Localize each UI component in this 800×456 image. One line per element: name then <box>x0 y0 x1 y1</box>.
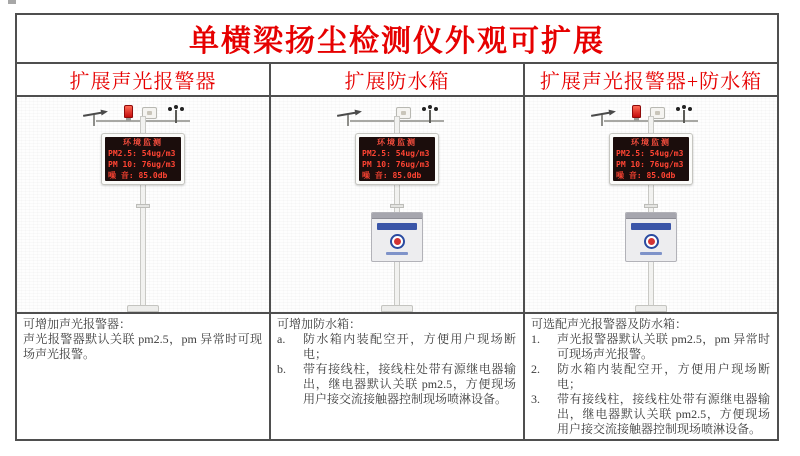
waterproof-box <box>625 212 677 262</box>
desc-paragraph: 声光报警器默认关联 pm2.5，pm 异常时可现场声光报警。 <box>23 332 262 361</box>
desc-cell-alarm <box>17 314 271 439</box>
waterproof-box-lid <box>372 213 422 219</box>
image-cell-waterproof-box <box>271 97 525 312</box>
pole-base <box>381 305 413 312</box>
header-cell-waterproof-box <box>271 64 525 95</box>
scan-artifact <box>8 0 16 4</box>
list-marker: 1. <box>531 332 540 346</box>
pole-collar <box>136 204 150 208</box>
header-cell-alarm-plus-box <box>525 64 777 95</box>
pole-collar <box>644 204 658 208</box>
led-line-pm10: PM 10: 76ug/m3 <box>362 160 430 169</box>
anemometer-icon <box>167 103 187 121</box>
list-item <box>531 332 770 362</box>
list-item <box>531 362 770 392</box>
brand-logo-icon <box>390 234 405 249</box>
list-marker: a. <box>277 332 286 346</box>
list-item-text: 带有接线柱，接线柱处带有源继电器输出，继电器默认关联 pm2.5，方便现场用户接交流接触器控制现场喷淋设备。 <box>303 362 516 406</box>
waterproof-box <box>371 212 423 262</box>
alarm-beacon-icon <box>632 105 641 118</box>
page-title: 单横梁扬尘检测仪外观可扩展 <box>189 25 605 59</box>
led-line-noise: 噪 音: 85.0db <box>616 171 676 180</box>
list-marker: b. <box>277 362 286 376</box>
wind-vane-icon <box>82 106 108 122</box>
anemometer-icon <box>675 103 695 121</box>
led-line-pm10: PM 10: 76ug/m3 <box>108 160 176 169</box>
image-cell-alarm <box>17 97 271 312</box>
waterproof-box-subtext <box>386 252 408 255</box>
led-line-noise: 噪 音: 85.0db <box>108 171 168 180</box>
led-title: 环境监测 <box>631 138 671 147</box>
list-item-text: 声光报警器默认关联 pm2.5，pm 异常时可现场声光报警。 <box>557 332 770 361</box>
monitor-station <box>68 100 218 312</box>
desc-title: 可增加防水箱： <box>277 317 362 331</box>
header-row <box>17 64 777 97</box>
desc-cell-waterproof-box <box>271 314 525 439</box>
image-cell-alarm-plus-box <box>525 97 777 312</box>
pole-base <box>127 305 159 312</box>
desc-cell-alarm-plus-box <box>525 314 777 439</box>
alarm-beacon-icon <box>124 105 133 118</box>
led-display <box>101 133 185 185</box>
list-item <box>531 392 770 437</box>
list-item <box>277 362 516 407</box>
waterproof-box-lid <box>626 213 676 219</box>
device-photo <box>17 97 269 312</box>
list-item-text: 防水箱内装配空开，方便用户现场断电； <box>303 332 516 361</box>
wind-vane-icon <box>590 106 616 122</box>
led-line-pm25: PM2.5: 54ug/m3 <box>362 149 430 158</box>
desc-title: 可增加声光报警器： <box>23 317 132 331</box>
description-row <box>17 314 777 439</box>
list-marker: 3. <box>531 392 540 406</box>
wind-vane-icon <box>336 106 362 122</box>
column-header: 扩展防水箱 <box>344 70 450 93</box>
monitor-station <box>576 100 726 312</box>
waterproof-box-label-strip <box>631 223 671 230</box>
led-screen <box>613 137 689 181</box>
led-line-pm25: PM2.5: 54ug/m3 <box>108 149 176 158</box>
waterproof-box-label-strip <box>377 223 417 230</box>
pole-base <box>635 305 667 312</box>
device-photo <box>525 97 777 312</box>
pole-collar <box>390 204 404 208</box>
device-photo <box>271 97 523 312</box>
led-screen <box>359 137 435 181</box>
desc-title: 可选配声光报警器及防水箱： <box>531 317 688 331</box>
spec-table <box>15 13 779 441</box>
led-title: 环境监测 <box>377 138 417 147</box>
led-line-pm25: PM2.5: 54ug/m3 <box>616 149 684 158</box>
monitor-station <box>322 100 472 312</box>
column-header: 扩展声光报警器 <box>69 70 217 93</box>
led-line-noise: 噪 音: 85.0db <box>362 171 422 180</box>
anemometer-icon <box>421 103 441 121</box>
led-display <box>355 133 439 185</box>
waterproof-box-subtext <box>640 252 662 255</box>
image-row <box>17 97 777 314</box>
led-title: 环境监测 <box>123 138 163 147</box>
list-item-text: 带有接线柱，接线柱处带有源继电器输出，继电器默认关联 pm2.5，方便现场用户接交流接触器控制现场喷淋设备。 <box>557 392 770 436</box>
list-item <box>277 332 516 362</box>
led-display <box>609 133 693 185</box>
header-cell-alarm <box>17 64 271 95</box>
title-row <box>17 15 777 64</box>
brand-logo-icon <box>644 234 659 249</box>
list-item-text: 防水箱内装配空开，方便用户现场断电； <box>557 362 770 391</box>
led-screen <box>105 137 181 181</box>
column-header: 扩展声光报警器+防水箱 <box>539 70 763 93</box>
list-marker: 2. <box>531 362 540 376</box>
led-line-pm10: PM 10: 76ug/m3 <box>616 160 684 169</box>
